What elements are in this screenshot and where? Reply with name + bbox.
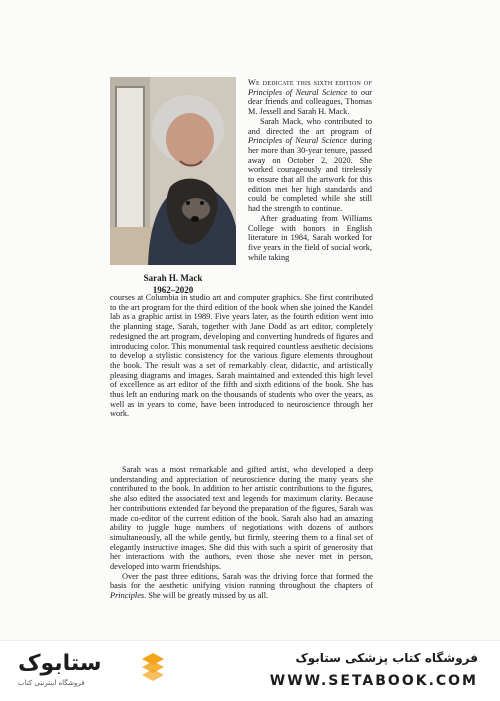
book-title: Principles of Neural Science bbox=[248, 136, 347, 146]
paragraph-3: Sarah was a most remarkable and gifted artist, who developed a deep understanding and appreciation of neuroscience during the many years she contributed to the book. In addition to her artistic contributions to the figures, she also edited the associated text and legends for maximum clarity. Because her contributions extended far beyond the preparation of the figures, Sarah was made co-editor of the current edition of the book. Sarah also had an amazing ability to juggle huge numbers of negotiations with dozens of authors simultaneously, all the while gently, but firmly, steering them to a final set of elegantly instructive images. She did this with such a spirit of generosity that her interactions with the authors, even those she never met in person, developed into warm friendships. bbox=[110, 465, 373, 572]
paragraph-2-narrow: After graduating from Williams College with honors in English literature in 1984, Sarah worked for five years in the field of social work, while taking bbox=[248, 213, 372, 262]
paragraph-1-start: Sarah Mack, who contributed to and directed the art program of bbox=[248, 116, 372, 136]
paragraph-4 bbox=[110, 572, 373, 601]
books-logo-icon bbox=[140, 653, 166, 685]
portrait-image bbox=[110, 77, 236, 265]
logo-wordmark: ستابوک bbox=[18, 651, 102, 676]
full-width-text-2 bbox=[110, 465, 373, 601]
store-logo[interactable] bbox=[18, 651, 128, 693]
paragraph-4-end: . She will be greatly missed by us all. bbox=[144, 591, 269, 601]
dedication-lead: We dedicate this sixth edition of bbox=[248, 78, 372, 87]
dedication bbox=[248, 78, 372, 117]
caption-years: 1962–2020 bbox=[152, 284, 194, 295]
logo-subtitle: فروشگاه اینترنتی کتاب bbox=[18, 679, 85, 687]
book-title-short: Principles bbox=[110, 591, 145, 601]
store-url-link[interactable]: WWW.SETABOOK.COM bbox=[269, 673, 478, 689]
right-column-text bbox=[248, 78, 372, 262]
paragraph-1-end: during her more than 30-year tenure, passed away on October 2, 2020. She worked courageously and tirelessly to ensure that all the artwork for this edition met her high standards and could be completed while she still had the strength to continue. bbox=[248, 136, 372, 214]
paragraph-4-start: Over the past three editions, Sarah was the driving force that formed the basis for the aesthetic unifying vision running throughout the chapters of bbox=[110, 571, 373, 591]
full-width-text bbox=[110, 293, 373, 419]
book-title: Principles of Neural Science bbox=[248, 87, 348, 97]
paragraph-1 bbox=[248, 117, 372, 214]
paragraph-2-wide: courses at Columbia in studio art and computer graphics. She first contributed to the art program for the third edition of the book when she joined the Kandel lab as a graphic artist in 1989. Five years later, as the fourth edition went into the planning stage, Sarah, together with Jane Dodd as art editor, completely redesigned the art program, developing and converting hundreds of figures and introducing color. This monumental task required countless aesthetic decisions to develop a stylistic consistency for the various figure elements throughout the book. The result was a set of remarkably clear, didactic, and artistically pleasing diagrams and images. Sarah maintained and extended this high level of excellence as art editor of the fifth and sixth editions of the book. She has thus left an enduring mark on the thousands of students who over the years, as well as in years to come, have been introduced to neuroscience through her work. bbox=[110, 293, 373, 419]
portrait-photo bbox=[110, 77, 236, 265]
store-name: فروشگاه کتاب پزشکی ستابوک bbox=[295, 651, 478, 665]
store-footer-banner bbox=[0, 640, 500, 701]
caption-name: Sarah H. Mack bbox=[143, 273, 203, 283]
dedication-end: to our dear friends and colleagues, Thomas M. Jessell and Sarah H. Mack. bbox=[248, 87, 372, 117]
